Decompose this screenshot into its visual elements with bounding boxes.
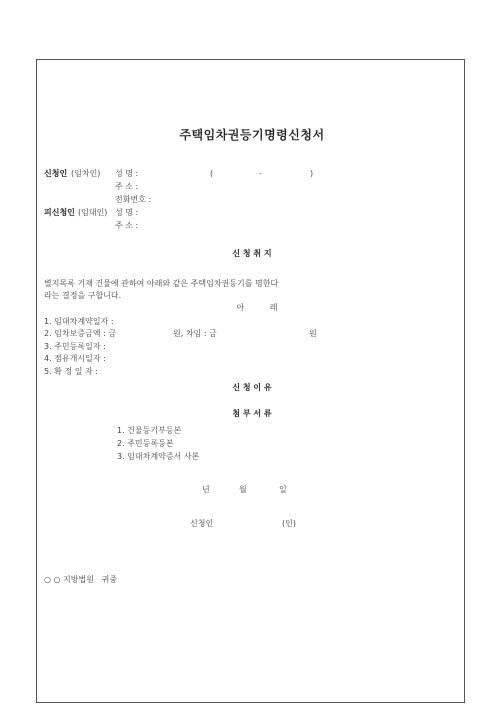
- item-rent-label: 원, 차임 : 금: [173, 329, 217, 338]
- signature-seal: (인): [282, 519, 296, 528]
- purpose-text-2: 라는 결정을 구합니다.: [44, 291, 122, 300]
- item-deposit-label: 2. 임차보증금액 : 금: [44, 329, 117, 338]
- applicant-role-sub: (임차인): [71, 169, 101, 178]
- form-border: [36, 59, 465, 703]
- attachment-item: 3. 임대차계약증서 사본: [117, 452, 200, 461]
- item-rent-unit: 원: [309, 329, 317, 338]
- date-year: 년: [202, 485, 210, 494]
- date-day: 일: [279, 485, 287, 494]
- applicant-phone-label: 전화번호 :: [115, 195, 152, 204]
- date-month: 월: [239, 485, 247, 494]
- applicant-name-label: 성 명 :: [115, 169, 139, 178]
- reason-heading: 신 청 이 유: [232, 383, 272, 392]
- respondent-address-label: 주 소 :: [115, 221, 139, 230]
- purpose-heading: 신 청 취 지: [232, 249, 272, 258]
- item-resident-date: 3. 주민등록일자 :: [44, 342, 106, 351]
- applicant-paren-close: ): [310, 169, 314, 178]
- respondent-name-label: 성 명 :: [115, 208, 139, 217]
- below-heading: 아 래: [236, 303, 278, 312]
- purpose-text-1: 별지목록 기재 건물에 관하여 아래와 같은 주택임차권등기를 명한다: [44, 279, 279, 288]
- signature-label: 신청인: [190, 519, 214, 528]
- item-occupancy-date: 4. 점유개시일자 :: [44, 354, 106, 363]
- item-fixed-date: 5. 확 정 일 자 :: [44, 367, 98, 376]
- attachments-heading: 첨 부 서 류: [232, 409, 272, 418]
- applicant-id-dash: -: [259, 169, 262, 178]
- attachment-item: 2. 주민등록등본: [117, 439, 174, 448]
- applicant-role: 신청인: [44, 169, 68, 178]
- document-title: 주택임차권등기명령신청서: [179, 128, 325, 142]
- attachment-item: 1. 건물등기부등본: [117, 426, 182, 435]
- applicant-paren-open: (: [210, 169, 214, 178]
- item-contract-date: 1. 임대차계약일자 :: [44, 317, 114, 326]
- respondent-role-sub: (임대인): [78, 208, 108, 217]
- applicant-address-label: 주 소 :: [115, 182, 139, 191]
- respondent-role: 피신청인: [44, 208, 75, 217]
- court-addressee: ○ ○ 지방법원 귀중: [44, 575, 118, 584]
